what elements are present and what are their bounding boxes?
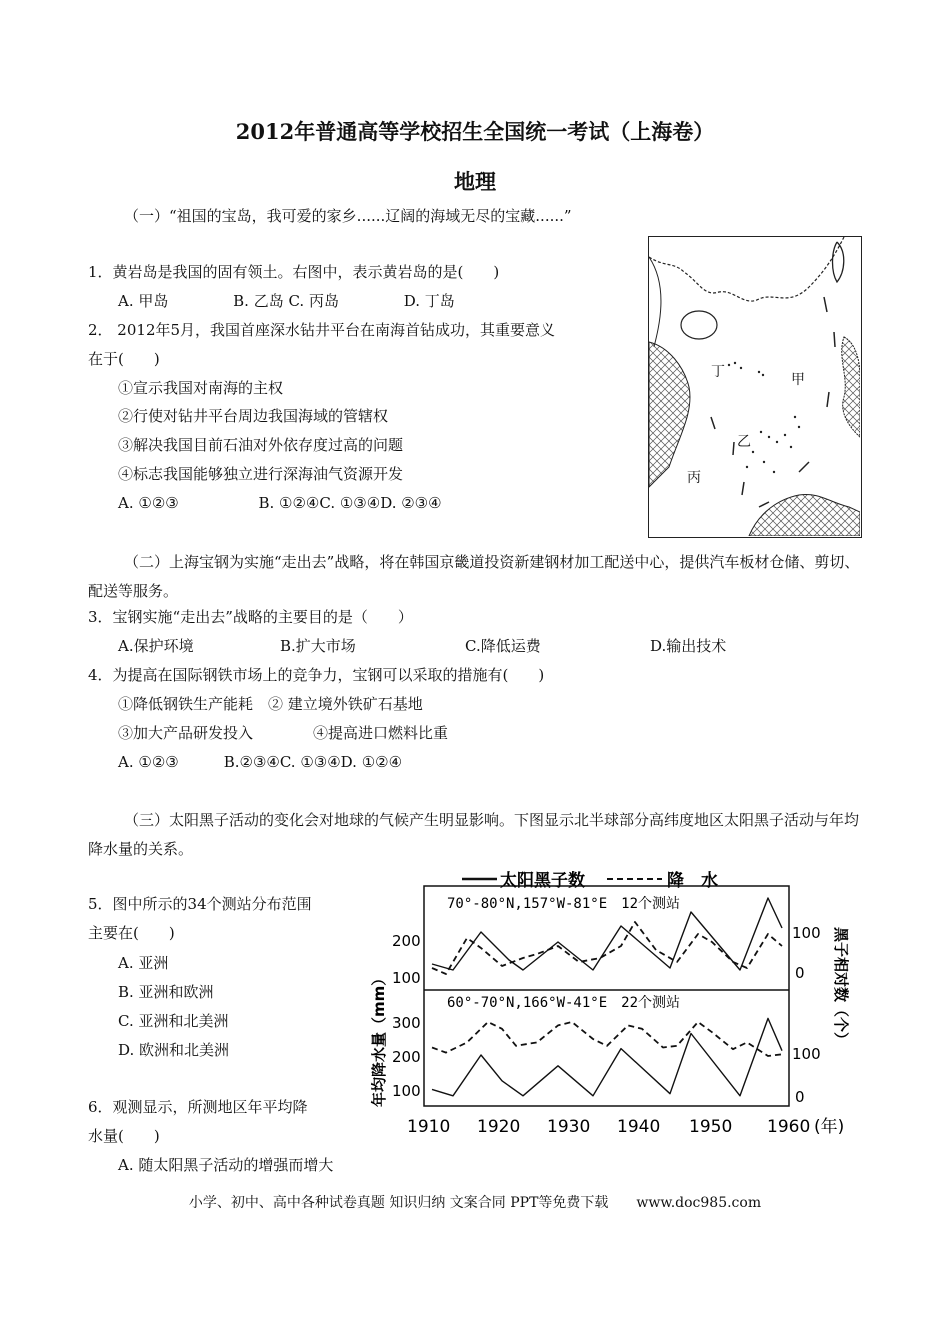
q2-item: ③解决我国目前石油对外依存度过高的问题 xyxy=(118,436,404,454)
q2-stem: 2． 2012年5月，我国首座深水钻井平台在南海首钻成功，其重要意义 xyxy=(88,321,556,339)
map-label-yi: 乙 xyxy=(737,434,751,450)
paper-subject: 地理 xyxy=(454,169,496,194)
x-tick: 1940 xyxy=(617,1117,661,1137)
q3-option: B.扩大市场 xyxy=(280,637,356,655)
section3-intro: （三）太阳黑子活动的变化会对地球的气候产生明显影响。下图显示北半球部分高纬度地区太阳黑子活动与年均降水量的关系。 xyxy=(88,811,860,858)
map-label-jia: 甲 xyxy=(791,372,805,388)
q3-option: C.降低运费 xyxy=(465,637,541,655)
section1-intro: （一）“祖国的宝岛，我可爱的家乡......辽阔的海域无尽的宝藏......” xyxy=(124,207,572,225)
q2-item: ①宣示我国对南海的主权 xyxy=(118,379,284,397)
q2-item: ④标志我国能够独立进行深海油气资源开发 xyxy=(118,465,404,483)
q4-items: ③加大产品研发投入 ④提高进口燃料比重 xyxy=(118,724,449,742)
sunspot-precip-chart xyxy=(362,862,862,1147)
map-label-bing: 丙 xyxy=(687,470,701,486)
q5-stem-cont: 主要在( ) xyxy=(88,924,175,942)
q5-stem: 5．图中所示的34个测站分布范围 xyxy=(88,895,312,913)
q6-option-a: A. 随太阳黑子活动的增强而增大 xyxy=(118,1156,334,1174)
legend-precip: 降 水 xyxy=(667,871,718,891)
right-tick: 100 xyxy=(792,924,821,942)
panel-2-label: 60°-70°N,166°W-41°E 22个测站 xyxy=(447,995,681,1011)
left-tick: 100 xyxy=(392,1082,421,1100)
right-tick: 0 xyxy=(795,1088,805,1106)
q3-option: D.输出技术 xyxy=(650,637,727,655)
q6-stem: 6．观测显示，所测地区年平均降 xyxy=(88,1098,308,1116)
ylabel-left: 年均降水量（mm） xyxy=(370,970,388,1107)
right-tick: 100 xyxy=(792,1045,821,1063)
south-china-sea-map xyxy=(648,236,862,538)
section2-intro: （二）上海宝钢为实施“走出去”战略，将在韩国京畿道投资新建钢材加工配送中心，提供汽车板材仓储、剪切、配送等服务。 xyxy=(88,553,860,600)
right-tick: 0 xyxy=(795,964,805,982)
q1-stem: 1．黄岩岛是我国的固有领土。右图中，表示黄岩岛的是( ) xyxy=(88,263,500,281)
left-tick: 100 xyxy=(392,969,421,987)
legend-sunspots: 太阳黑子数 xyxy=(500,871,585,891)
panel-2-sunspot-line xyxy=(432,1018,782,1095)
page-footer: 小学、初中、高中各种试卷真题 知识归纳 文案合同 PPT等免费下载 www.doc985.com xyxy=(188,1195,762,1211)
q5-option: C. 亚洲和北美洲 xyxy=(118,1012,229,1030)
q1-options: A. 甲岛 B. 乙岛 C. 丙岛 D. 丁岛 xyxy=(118,292,455,310)
q3-stem: 3．宝钢实施“走出去”战略的主要目的是（ ） xyxy=(88,608,413,626)
x-tick: 1960 xyxy=(767,1117,811,1137)
panel-1-label: 70°-80°N,157°W-81°E 12个测站 xyxy=(447,896,681,912)
q3-option: A.保护环境 xyxy=(118,637,194,655)
q6-stem-cont: 水量( ) xyxy=(88,1127,160,1145)
q5-option: A. 亚洲 xyxy=(118,954,169,972)
x-tick: 1930 xyxy=(547,1117,591,1137)
x-tick: 1920 xyxy=(477,1117,521,1137)
q5-option: D. 欧洲和北美洲 xyxy=(118,1041,230,1059)
ylabel-right: 黑子相对数（个） xyxy=(832,927,850,1048)
left-tick: 200 xyxy=(392,1048,421,1066)
q2-stem-cont: 在于( ) xyxy=(88,350,160,368)
q4-stem: 4．为提高在国际钢铁市场上的竞争力，宝钢可以采取的措施有( ) xyxy=(88,666,545,684)
q4-options: A. ①②③ B.②③④C. ①③④D. ①②④ xyxy=(118,753,403,771)
chart-svg xyxy=(362,862,862,1147)
q2-options: A. ①②③ B. ①②④C. ①③④D. ②③④ xyxy=(118,494,442,512)
paper-title: 2012年普通高等学校招生全国统一考试（上海卷） xyxy=(235,119,715,144)
map-label-ding: 丁 xyxy=(711,364,725,380)
panel-2-precip-line xyxy=(432,1022,782,1056)
q2-item: ②行使对钻井平台周边我国海域的管辖权 xyxy=(118,407,389,425)
left-tick: 300 xyxy=(392,1014,421,1032)
x-axis-label: (年) xyxy=(814,1117,845,1137)
q4-items: ①降低钢铁生产能耗 ② 建立境外铁矿石基地 xyxy=(118,695,423,713)
left-tick: 200 xyxy=(392,932,421,950)
map-drawing xyxy=(649,237,860,536)
x-tick: 1950 xyxy=(689,1117,733,1137)
q5-option: B. 亚洲和欧洲 xyxy=(118,983,214,1001)
x-tick: 1910 xyxy=(407,1117,451,1137)
